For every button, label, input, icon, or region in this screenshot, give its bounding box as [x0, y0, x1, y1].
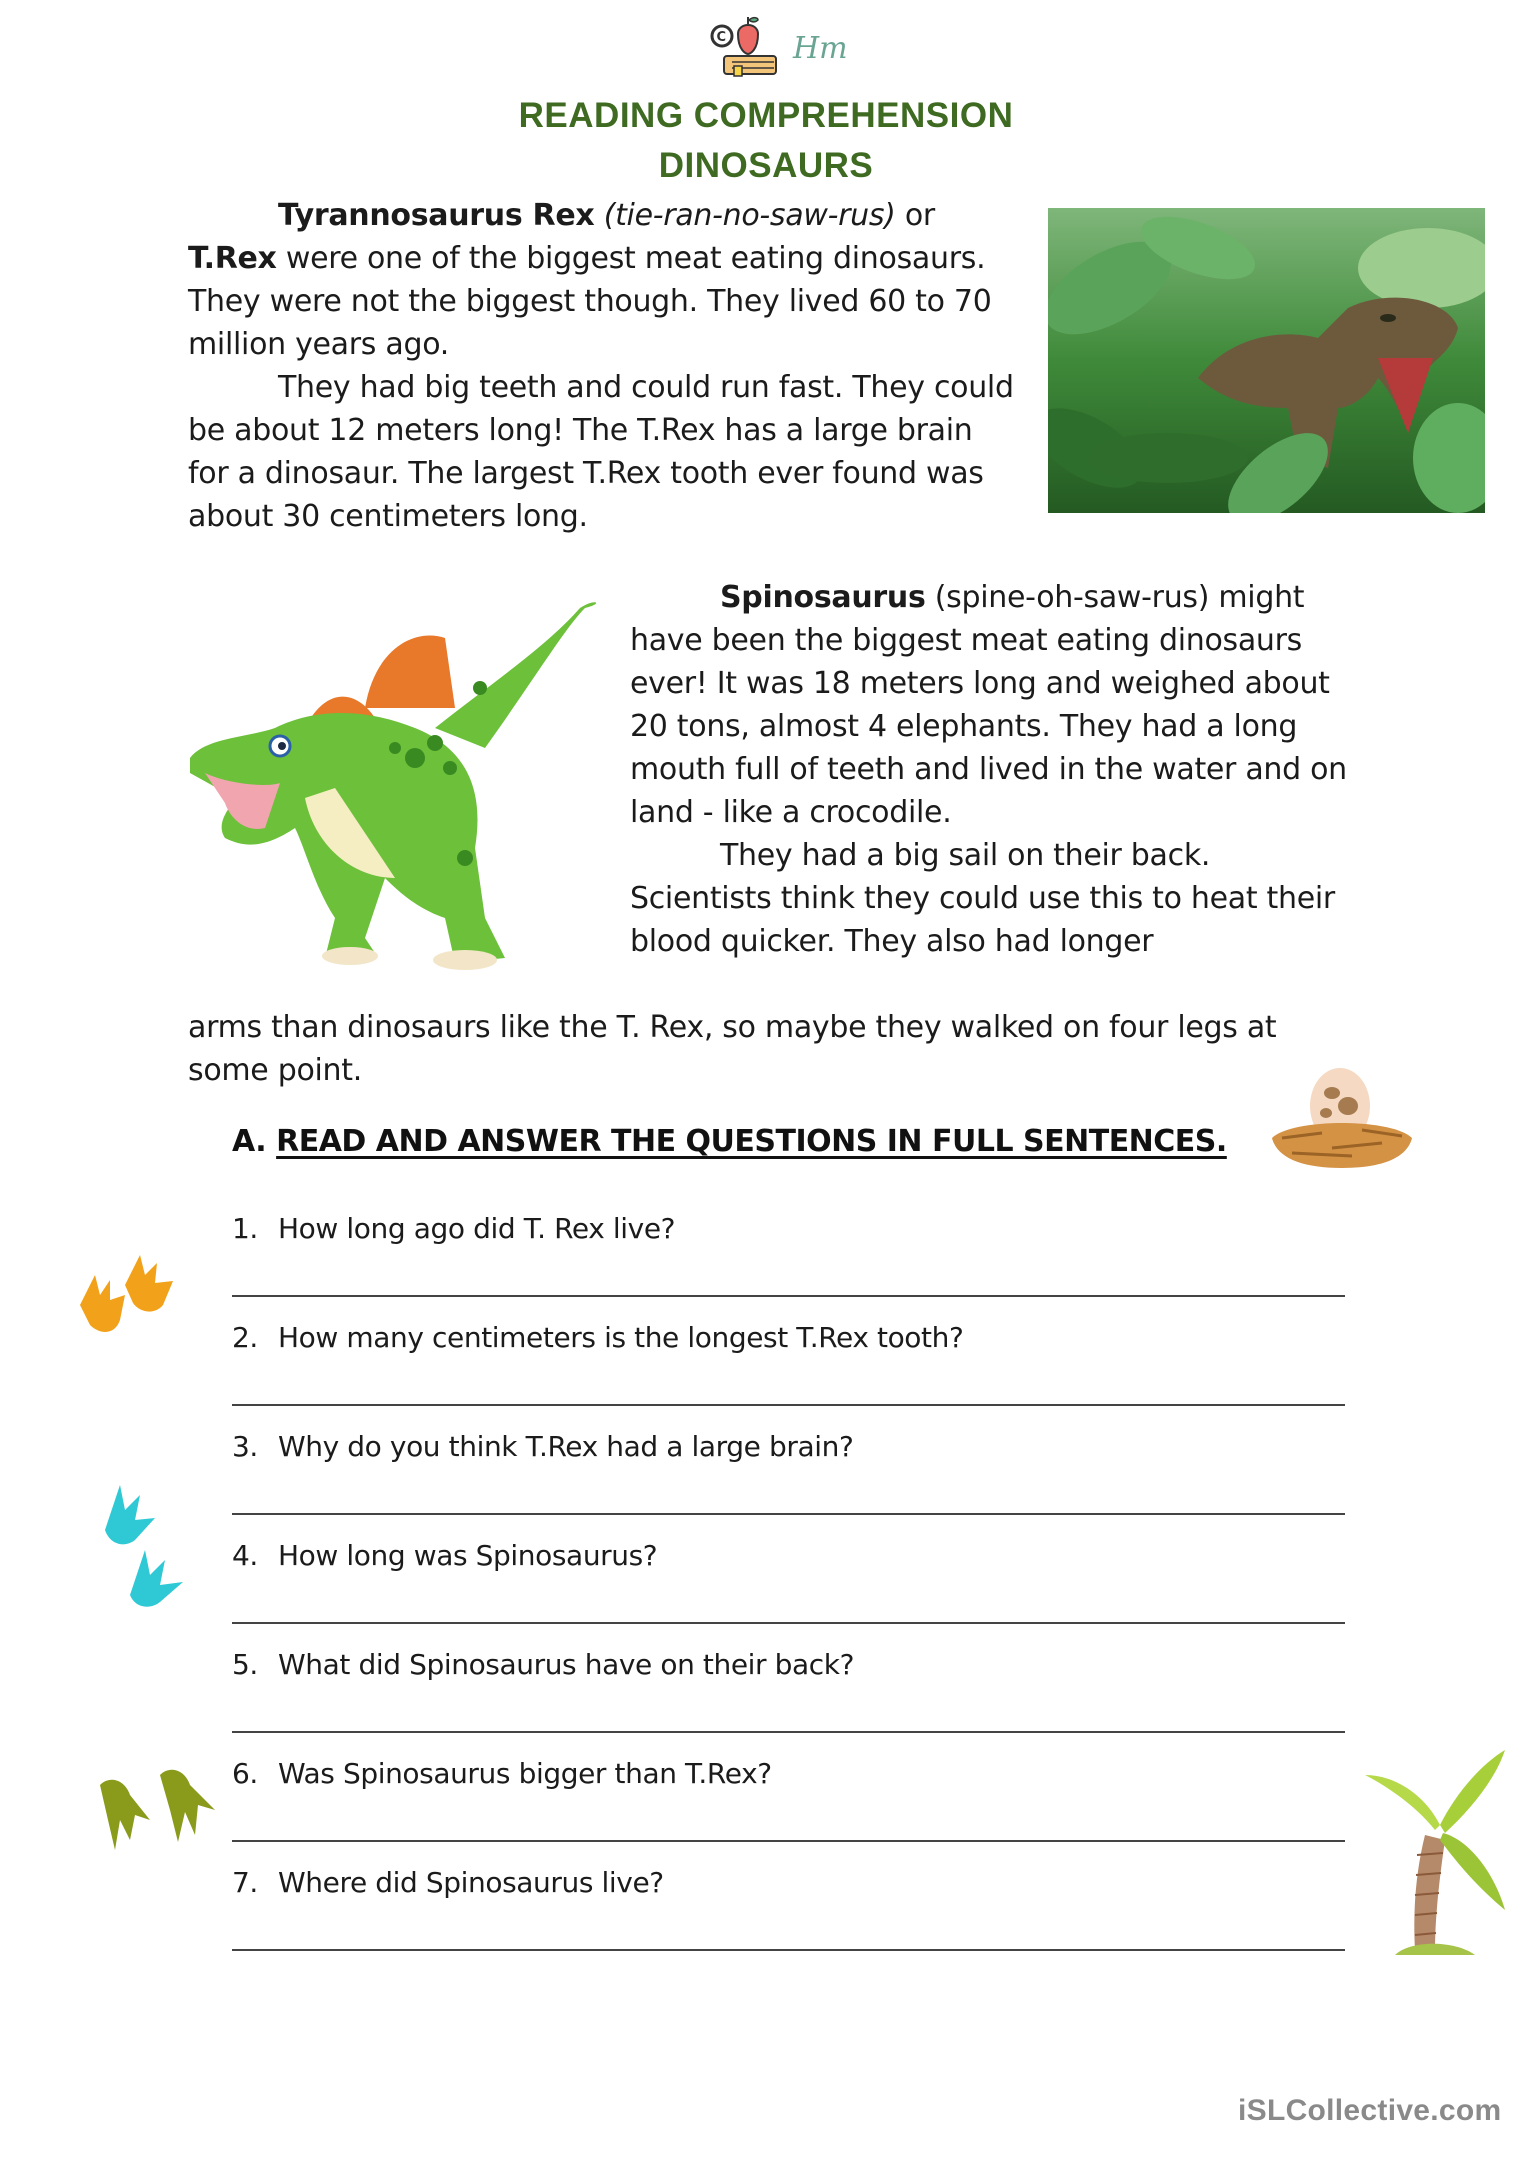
trex-paragraph: [188, 194, 1018, 538]
answer-line-1[interactable]: [232, 1295, 1345, 1297]
question-2: [232, 1321, 1348, 1354]
question-number: 4.: [232, 1539, 258, 1572]
spinosaurus-name: Spinosaurus: [720, 580, 926, 615]
teal-footprints-icon: [95, 1470, 195, 1610]
question-text: What did Spinosaurus have on their back?: [278, 1648, 855, 1681]
svg-text:C: C: [716, 30, 727, 45]
question-5: [232, 1648, 1348, 1681]
question-1: [232, 1212, 1348, 1245]
trex-name: Tyrannosaurus Rex: [278, 198, 595, 233]
question-number: 6.: [232, 1757, 258, 1790]
olive-footprints-icon: [80, 1760, 225, 1860]
question-number: 1.: [232, 1212, 258, 1245]
question-text: Where did Spinosaurus live?: [278, 1866, 664, 1899]
answer-line-3[interactable]: [232, 1513, 1345, 1515]
page-title: READING COMPREHENSION: [518, 96, 1014, 135]
question-text: How many centimeters is the longest T.Rex tooth?: [278, 1321, 964, 1354]
trex-photo: [1048, 208, 1485, 513]
spinosaurus-paragraph-tail: arms than dinosaurs like the T. Rex, so maybe they walked on four legs at some point.: [188, 1010, 1277, 1088]
question-number: 7.: [232, 1866, 258, 1899]
trex-sentence: were one of the biggest meat eating dinosaurs. They were not the biggest though. They lived 60 to 70 million years ago.: [188, 241, 992, 362]
question-number: 3.: [232, 1430, 258, 1463]
spinosaurus-cartoon: [185, 588, 610, 983]
question-text: How long ago did T. Rex live?: [278, 1212, 676, 1245]
section-instruction: READ AND ANSWER THE QUESTIONS IN FULL SENTENCES.: [276, 1124, 1227, 1159]
spinosaurus-paragraph-2: They had a big sail on their back. Scientists think they could use this to heat their blood quicker. They also had longer: [630, 838, 1335, 959]
answer-line-6[interactable]: [232, 1840, 1345, 1842]
question-number: 2.: [232, 1321, 258, 1354]
answer-line-5[interactable]: [232, 1731, 1345, 1733]
question-6: [232, 1757, 1348, 1790]
answer-line-2[interactable]: [232, 1404, 1345, 1406]
egg-nest-icon: [1262, 1058, 1422, 1178]
question-text: How long was Spinosaurus?: [278, 1539, 658, 1572]
logo: [708, 14, 878, 84]
apple-on-book-icon: [708, 14, 878, 84]
orange-footprints-icon: [65, 1245, 185, 1345]
trex-pronunciation: (tie-ran-no-saw-rus): [603, 198, 896, 233]
page-subtitle: DINOSAURS: [658, 146, 874, 185]
spinosaurus-paragraph: [630, 576, 1350, 963]
answer-line-7[interactable]: [232, 1949, 1345, 1951]
spinosaurus-intro: (spine-oh-saw-rus) might have been the biggest meat eating dinosaurs ever! It was 18 meters long and weighed about 20 tons, almost 4 elephants. They had a long mouth full of teeth and lived in the water and on land - like a crocodile.: [630, 580, 1347, 830]
answer-line-4[interactable]: [232, 1622, 1345, 1624]
trex-paragraph-2: They had big teeth and could run fast. They could be about 12 meters long! The T.Rex has a large brain for a dinosaur. The largest T.Rex tooth ever found was about 30 centimeters long.: [188, 370, 1014, 534]
question-number: 5.: [232, 1648, 258, 1681]
question-text: Why do you think T.Rex had a large brain?: [278, 1430, 854, 1463]
question-4: [232, 1539, 1348, 1572]
question-7: [232, 1866, 1348, 1899]
watermark: iSLCollective.com: [1238, 2094, 1502, 2127]
palm-tree-icon: [1355, 1745, 1515, 1970]
text-or: or: [895, 198, 935, 233]
question-3: [232, 1430, 1348, 1463]
section-letter: A.: [232, 1124, 267, 1159]
signature-text: Hm: [793, 31, 848, 66]
section-a-heading: [232, 1124, 1227, 1159]
trex-short-name: T.Rex: [188, 241, 277, 276]
question-text: Was Spinosaurus bigger than T.Rex?: [278, 1757, 772, 1790]
